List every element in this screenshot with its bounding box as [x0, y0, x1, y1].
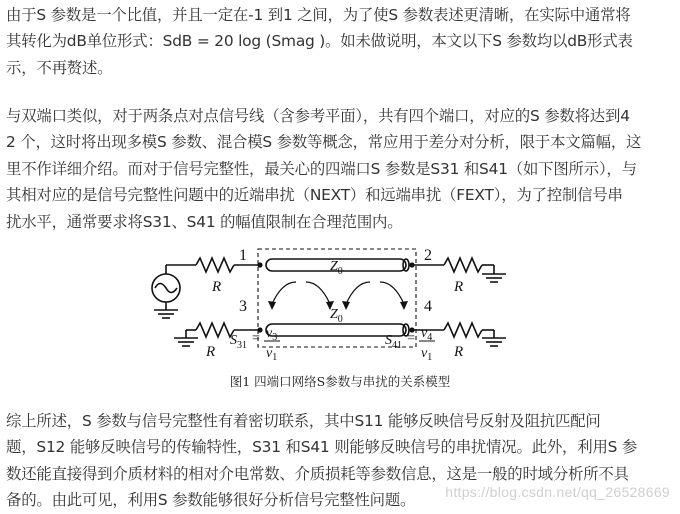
svg-text:v1: $v_1$ [266, 346, 278, 363]
coupling-arrow [272, 282, 296, 304]
resistor-label: R [206, 344, 216, 360]
port-label: 2 [424, 247, 432, 264]
text-line: 其相对应的是信号完整性问题中的近端串扰（NEXT）和远端串扰（FEXT），为了控制信号串 [6, 186, 623, 205]
text-line: 扰水平，通常要求将S31、S41 的幅值限制在合理范围内。 [6, 212, 403, 231]
text-line: 2 个，这时将出现多模S 参数、混合模S 参数等概念，常应用于差分对分析，限于本文篇幅，这 [6, 133, 642, 152]
svg-text:v1: $v_1$ [421, 346, 433, 363]
text-line: 其转化为dB单位形式：SdB = 20 log (Smag )。如未做说明，本文以下S 参数均以dB形式表 [6, 32, 633, 51]
text-line: 数还能直接得到介质材料的相对介电常数、介质损耗等参数信息，这是一般的时域分析所不具 [6, 464, 629, 483]
text-line: 备的。由此可见，利用S 参数能够很好分析信号完整性问题。 [6, 491, 416, 510]
svg-text:v4: $v_4$ [421, 326, 433, 343]
resistor-label: R [454, 279, 464, 295]
resistor-port1 [196, 258, 234, 272]
watermark: https://blog.csdn.net/qq_26528669 [445, 484, 670, 500]
s41-formula [385, 326, 435, 363]
coupling-arrow [380, 282, 404, 304]
impedance-label: $Z_0$ [330, 307, 343, 325]
port-label: 4 [424, 298, 432, 315]
coupling-arrow [306, 282, 330, 304]
svg-text:S31: $S_{31}$ [230, 333, 247, 351]
resistor-label: R [212, 279, 222, 295]
svg-text:=: = [407, 331, 415, 346]
svg-text:v3: $v_3$ [266, 326, 278, 343]
resistor-port3 [196, 323, 234, 337]
paragraph-four-port [6, 103, 678, 235]
impedance-label: $Z_0$ [330, 259, 343, 277]
resistor-label: R [454, 344, 464, 360]
resistor-port4 [444, 323, 482, 337]
s31-formula [230, 326, 280, 363]
text-line: 里不作详细介绍。而对于信号完整性，最关心的四端口S 参数是S31 和S41（如下图所示），与 [6, 159, 637, 178]
port-label: 3 [239, 298, 247, 315]
figure-caption: 图1 四端口网络S参数与串扰的关系模型 [229, 374, 451, 389]
paragraph-intro [6, 2, 678, 81]
text-line: 与双端口类似，对于两条点对点信号线（含参考平面），共有四个端口，对应的S 参数将达到4 [6, 107, 630, 125]
svg-text:S41: $S_{41}$ [385, 333, 402, 351]
port-label: 1 [239, 247, 247, 264]
resistor-port2 [444, 258, 482, 272]
text-line: 题，S12 能够反映信号的传输特性，S31 和S41 则能够反映信号的串扰情况。此外，利用S 参 [6, 438, 638, 457]
text-line: 综上所述，S 参数与信号完整性有着密切联系，其中S11 能够反映信号反射及阻抗匹配问 [6, 412, 601, 430]
text-line: 由于S 参数是一个比值，并且一定在-1 到1 之间，为了使S 参数表述更清晰，在实际中通常将 [6, 6, 631, 24]
text-line: 示，不再赘述。 [6, 58, 113, 77]
coupling-arrow [346, 282, 370, 304]
svg-text:=: = [252, 331, 260, 346]
